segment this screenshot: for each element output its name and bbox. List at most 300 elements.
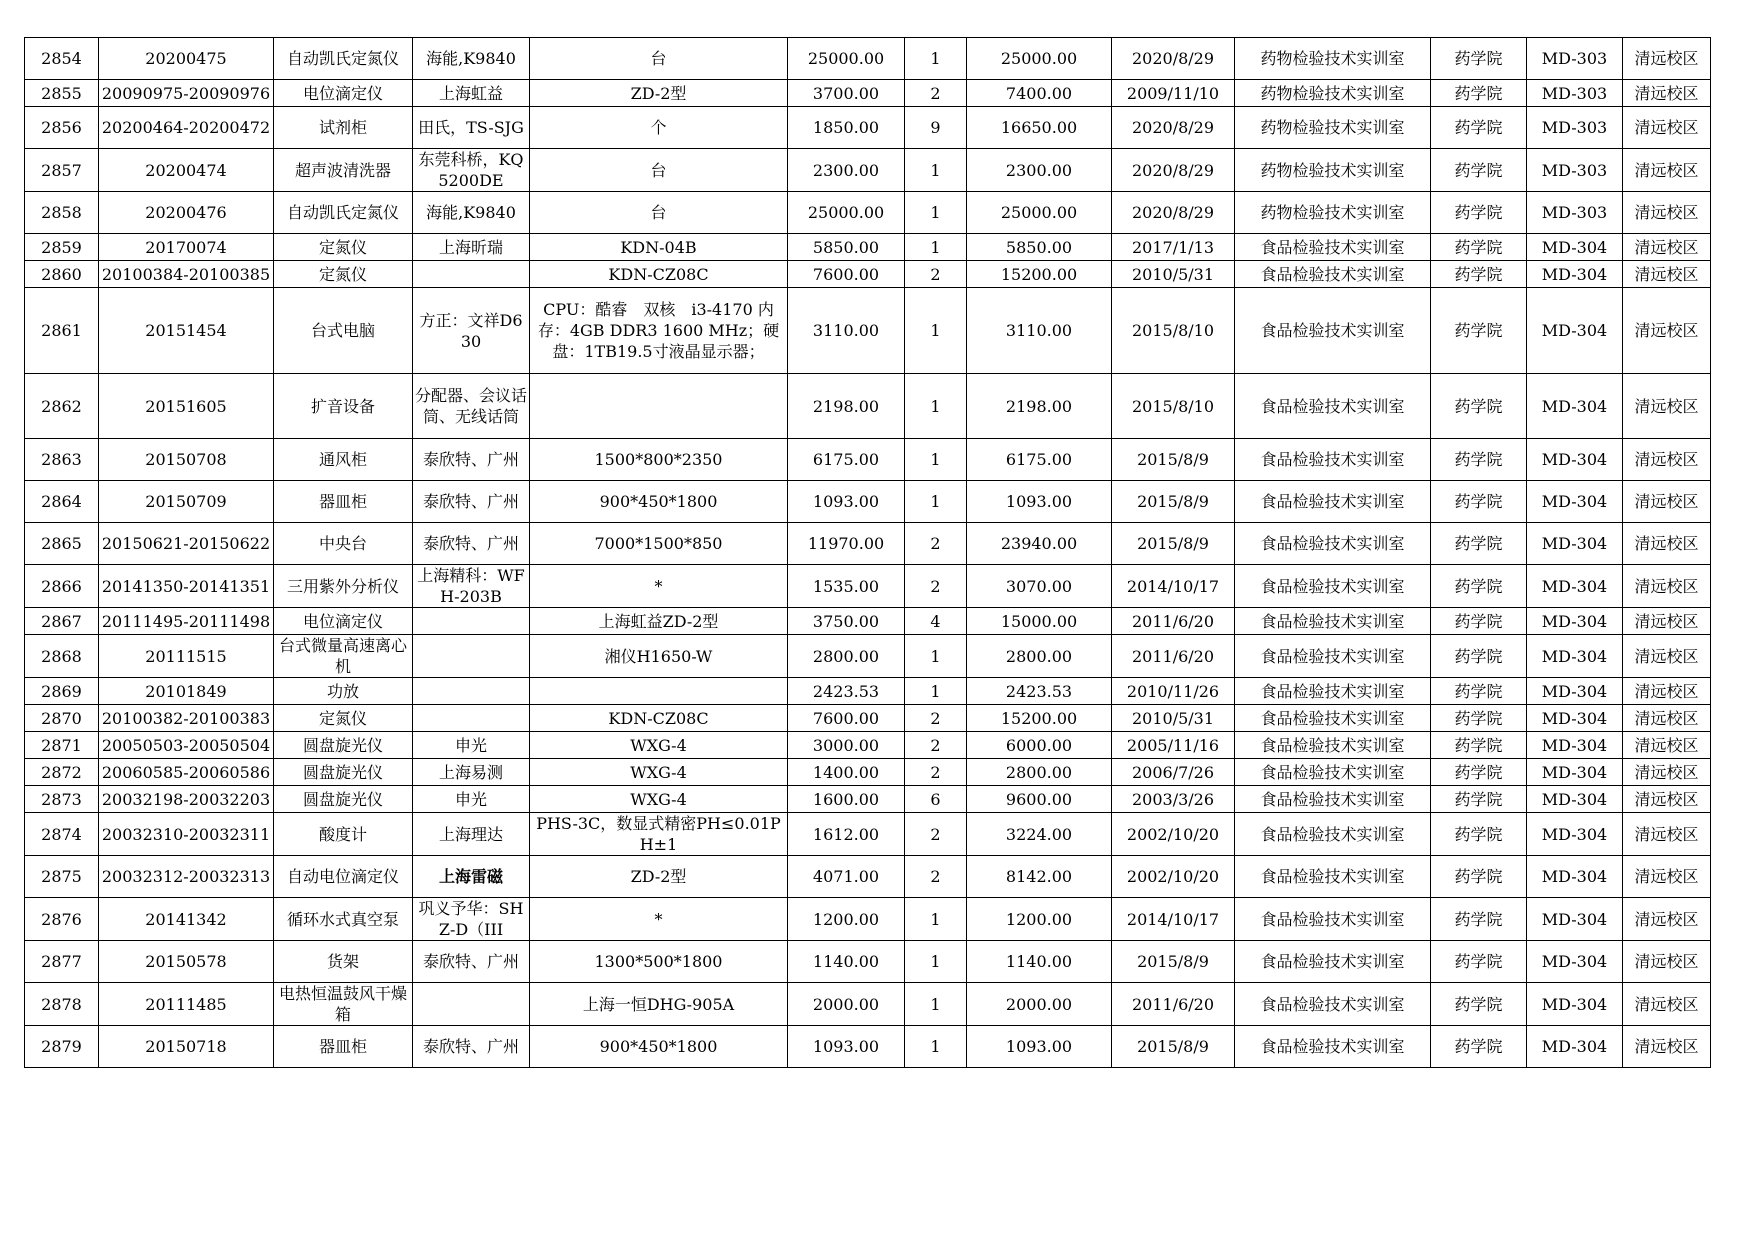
cell-lab: 食品检验技术实训室 — [1235, 523, 1431, 565]
cell-name: 器皿柜 — [274, 1026, 413, 1068]
cell-qty: 1 — [905, 288, 967, 374]
cell-no: 2879 — [25, 1026, 99, 1068]
cell-name: 电热恒温鼓风干燥箱 — [274, 983, 413, 1026]
cell-brand: 分配器、会议话筒、无线话筒 — [413, 374, 530, 439]
cell-model: 个 — [530, 107, 788, 149]
cell-asset: 20090975-20090976 — [99, 80, 274, 107]
cell-room: MD-304 — [1527, 565, 1623, 608]
table-row — [25, 80, 1711, 107]
cell-lab: 药物检验技术实训室 — [1235, 107, 1431, 149]
cell-brand: 泰欣特、广州 — [413, 439, 530, 481]
cell-total: 7400.00 — [967, 80, 1112, 107]
cell-asset: 20032312-20032313 — [99, 856, 274, 898]
cell-total: 1200.00 — [967, 898, 1112, 941]
cell-campus: 清远校区 — [1623, 813, 1711, 856]
cell-model: ZD-2型 — [530, 856, 788, 898]
cell-dept: 药学院 — [1431, 523, 1527, 565]
cell-name: 定氮仪 — [274, 705, 413, 732]
cell-name: 超声波清洗器 — [274, 149, 413, 192]
cell-room: MD-304 — [1527, 481, 1623, 523]
cell-asset: 20200464-20200472 — [99, 107, 274, 149]
cell-room: MD-303 — [1527, 149, 1623, 192]
cell-model: 上海一恒DHG-905A — [530, 983, 788, 1026]
cell-qty: 2 — [905, 80, 967, 107]
cell-dept: 药学院 — [1431, 898, 1527, 941]
cell-qty: 2 — [905, 856, 967, 898]
cell-asset: 20101849 — [99, 678, 274, 705]
cell-room: MD-304 — [1527, 261, 1623, 288]
cell-name: 自动凯氏定氮仪 — [274, 192, 413, 234]
cell-no: 2867 — [25, 608, 99, 635]
cell-room: MD-304 — [1527, 608, 1623, 635]
cell-total: 1093.00 — [967, 1026, 1112, 1068]
cell-date: 2006/7/26 — [1112, 759, 1235, 786]
cell-lab: 食品检验技术实训室 — [1235, 732, 1431, 759]
cell-qty: 1 — [905, 234, 967, 261]
cell-no: 2874 — [25, 813, 99, 856]
cell-date: 2002/10/20 — [1112, 813, 1235, 856]
cell-asset: 20060585-20060586 — [99, 759, 274, 786]
cell-qty: 1 — [905, 1026, 967, 1068]
cell-lab: 食品检验技术实训室 — [1235, 759, 1431, 786]
cell-price: 2198.00 — [788, 374, 905, 439]
cell-lab: 食品检验技术实训室 — [1235, 635, 1431, 678]
cell-dept: 药学院 — [1431, 635, 1527, 678]
cell-campus: 清远校区 — [1623, 856, 1711, 898]
cell-date: 2014/10/17 — [1112, 898, 1235, 941]
cell-asset: 20200474 — [99, 149, 274, 192]
cell-total: 6175.00 — [967, 439, 1112, 481]
cell-brand — [413, 635, 530, 678]
cell-price: 7600.00 — [788, 705, 905, 732]
cell-dept: 药学院 — [1431, 288, 1527, 374]
table-row — [25, 107, 1711, 149]
cell-model: 台 — [530, 192, 788, 234]
cell-model: KDN-04B — [530, 234, 788, 261]
cell-price: 2300.00 — [788, 149, 905, 192]
cell-total: 2198.00 — [967, 374, 1112, 439]
cell-total: 3110.00 — [967, 288, 1112, 374]
cell-total: 2300.00 — [967, 149, 1112, 192]
cell-room: MD-303 — [1527, 192, 1623, 234]
cell-date: 2011/6/20 — [1112, 983, 1235, 1026]
cell-asset: 20141342 — [99, 898, 274, 941]
cell-name: 自动凯氏定氮仪 — [274, 38, 413, 80]
cell-room: MD-304 — [1527, 705, 1623, 732]
cell-lab: 药物检验技术实训室 — [1235, 80, 1431, 107]
cell-price: 1093.00 — [788, 1026, 905, 1068]
cell-lab: 药物检验技术实训室 — [1235, 192, 1431, 234]
table-row — [25, 983, 1711, 1026]
cell-model: WXG-4 — [530, 786, 788, 813]
cell-total: 15200.00 — [967, 705, 1112, 732]
cell-dept: 药学院 — [1431, 759, 1527, 786]
cell-dept: 药学院 — [1431, 813, 1527, 856]
cell-campus: 清远校区 — [1623, 608, 1711, 635]
cell-date: 2015/8/9 — [1112, 481, 1235, 523]
cell-price: 5850.00 — [788, 234, 905, 261]
cell-campus: 清远校区 — [1623, 983, 1711, 1026]
cell-date: 2020/8/29 — [1112, 149, 1235, 192]
cell-brand — [413, 261, 530, 288]
cell-no: 2860 — [25, 261, 99, 288]
cell-campus: 清远校区 — [1623, 941, 1711, 983]
cell-campus: 清远校区 — [1623, 374, 1711, 439]
cell-asset: 20200476 — [99, 192, 274, 234]
cell-asset: 20150709 — [99, 481, 274, 523]
cell-name: 电位滴定仪 — [274, 608, 413, 635]
table-row — [25, 192, 1711, 234]
cell-price: 1850.00 — [788, 107, 905, 149]
cell-campus: 清远校区 — [1623, 705, 1711, 732]
cell-lab: 食品检验技术实训室 — [1235, 374, 1431, 439]
cell-dept: 药学院 — [1431, 38, 1527, 80]
cell-dept: 药学院 — [1431, 374, 1527, 439]
cell-brand: 上海精科：WFH-203B — [413, 565, 530, 608]
cell-model — [530, 678, 788, 705]
cell-date: 2002/10/20 — [1112, 856, 1235, 898]
table-row — [25, 288, 1711, 374]
cell-lab: 食品检验技术实训室 — [1235, 856, 1431, 898]
cell-asset: 20200475 — [99, 38, 274, 80]
cell-qty: 1 — [905, 941, 967, 983]
cell-asset: 20050503-20050504 — [99, 732, 274, 759]
cell-qty: 2 — [905, 813, 967, 856]
table-row — [25, 565, 1711, 608]
cell-campus: 清远校区 — [1623, 38, 1711, 80]
cell-dept: 药学院 — [1431, 261, 1527, 288]
cell-brand: 上海雷磁 — [413, 856, 530, 898]
cell-brand: 巩义予华：SHZ-D（III — [413, 898, 530, 941]
table-row — [25, 898, 1711, 941]
cell-no: 2878 — [25, 983, 99, 1026]
cell-dept: 药学院 — [1431, 786, 1527, 813]
cell-room: MD-303 — [1527, 38, 1623, 80]
cell-brand: 泰欣特、广州 — [413, 481, 530, 523]
cell-qty: 1 — [905, 983, 967, 1026]
cell-name: 中央台 — [274, 523, 413, 565]
table-row — [25, 439, 1711, 481]
cell-brand: 海能,K9840 — [413, 192, 530, 234]
cell-price: 3700.00 — [788, 80, 905, 107]
cell-date: 2003/3/26 — [1112, 786, 1235, 813]
cell-total: 3224.00 — [967, 813, 1112, 856]
cell-total: 8142.00 — [967, 856, 1112, 898]
cell-dept: 药学院 — [1431, 149, 1527, 192]
cell-qty: 1 — [905, 192, 967, 234]
cell-brand: 申光 — [413, 786, 530, 813]
cell-campus: 清远校区 — [1623, 898, 1711, 941]
cell-price: 7600.00 — [788, 261, 905, 288]
cell-price: 4071.00 — [788, 856, 905, 898]
cell-name: 台式微量高速离心机 — [274, 635, 413, 678]
cell-name: 扩音设备 — [274, 374, 413, 439]
cell-date: 2017/1/13 — [1112, 234, 1235, 261]
cell-total: 2000.00 — [967, 983, 1112, 1026]
cell-model: CPU：酷睿 双核 i3-4170 内存：4GB DDR3 1600 MHz；硬盘：1TB19.5寸液晶显示器； — [530, 288, 788, 374]
cell-model: 1500*800*2350 — [530, 439, 788, 481]
cell-asset: 20111495-20111498 — [99, 608, 274, 635]
cell-brand: 泰欣特、广州 — [413, 1026, 530, 1068]
cell-no: 2859 — [25, 234, 99, 261]
cell-dept: 药学院 — [1431, 234, 1527, 261]
cell-model: 台 — [530, 38, 788, 80]
cell-qty: 1 — [905, 898, 967, 941]
cell-model: 7000*1500*850 — [530, 523, 788, 565]
cell-date: 2015/8/9 — [1112, 1026, 1235, 1068]
cell-date: 2014/10/17 — [1112, 565, 1235, 608]
cell-no: 2870 — [25, 705, 99, 732]
cell-name: 器皿柜 — [274, 481, 413, 523]
cell-model: KDN-CZ08C — [530, 261, 788, 288]
cell-qty: 1 — [905, 374, 967, 439]
cell-price: 3000.00 — [788, 732, 905, 759]
cell-no: 2858 — [25, 192, 99, 234]
cell-lab: 食品检验技术实训室 — [1235, 813, 1431, 856]
cell-dept: 药学院 — [1431, 856, 1527, 898]
table-row — [25, 856, 1711, 898]
cell-dept: 药学院 — [1431, 732, 1527, 759]
cell-campus: 清远校区 — [1623, 1026, 1711, 1068]
cell-asset: 20100382-20100383 — [99, 705, 274, 732]
cell-brand: 上海昕瑞 — [413, 234, 530, 261]
cell-asset: 20170074 — [99, 234, 274, 261]
cell-no: 2876 — [25, 898, 99, 941]
cell-price: 11970.00 — [788, 523, 905, 565]
cell-price: 1400.00 — [788, 759, 905, 786]
cell-date: 2015/8/10 — [1112, 288, 1235, 374]
cell-room: MD-304 — [1527, 635, 1623, 678]
cell-no: 2877 — [25, 941, 99, 983]
cell-qty: 2 — [905, 261, 967, 288]
cell-total: 23940.00 — [967, 523, 1112, 565]
equipment-table — [24, 37, 1711, 1068]
cell-date: 2015/8/9 — [1112, 941, 1235, 983]
cell-date: 2011/6/20 — [1112, 635, 1235, 678]
cell-lab: 药物检验技术实训室 — [1235, 38, 1431, 80]
table-row — [25, 38, 1711, 80]
cell-room: MD-304 — [1527, 759, 1623, 786]
cell-no: 2854 — [25, 38, 99, 80]
cell-price: 1535.00 — [788, 565, 905, 608]
cell-price: 25000.00 — [788, 38, 905, 80]
cell-room: MD-304 — [1527, 983, 1623, 1026]
cell-asset: 20032198-20032203 — [99, 786, 274, 813]
cell-no: 2872 — [25, 759, 99, 786]
cell-date: 2010/11/26 — [1112, 678, 1235, 705]
table-row — [25, 481, 1711, 523]
table-row — [25, 786, 1711, 813]
table-row — [25, 608, 1711, 635]
cell-room: MD-304 — [1527, 732, 1623, 759]
cell-no: 2856 — [25, 107, 99, 149]
cell-lab: 食品检验技术实训室 — [1235, 941, 1431, 983]
cell-lab: 食品检验技术实训室 — [1235, 705, 1431, 732]
cell-room: MD-304 — [1527, 856, 1623, 898]
cell-model: * — [530, 565, 788, 608]
table-row — [25, 234, 1711, 261]
cell-campus: 清远校区 — [1623, 678, 1711, 705]
cell-name: 酸度计 — [274, 813, 413, 856]
cell-price: 25000.00 — [788, 192, 905, 234]
cell-asset: 20151605 — [99, 374, 274, 439]
cell-no: 2869 — [25, 678, 99, 705]
cell-brand: 申光 — [413, 732, 530, 759]
cell-lab: 食品检验技术实训室 — [1235, 786, 1431, 813]
cell-dept: 药学院 — [1431, 481, 1527, 523]
cell-lab: 食品检验技术实训室 — [1235, 234, 1431, 261]
cell-room: MD-304 — [1527, 813, 1623, 856]
cell-qty: 1 — [905, 481, 967, 523]
table-row — [25, 261, 1711, 288]
cell-qty: 2 — [905, 523, 967, 565]
table-row — [25, 732, 1711, 759]
cell-lab: 食品检验技术实训室 — [1235, 608, 1431, 635]
cell-total: 2800.00 — [967, 635, 1112, 678]
cell-brand: 泰欣特、广州 — [413, 523, 530, 565]
cell-date: 2020/8/29 — [1112, 38, 1235, 80]
cell-campus: 清远校区 — [1623, 439, 1711, 481]
cell-lab: 食品检验技术实训室 — [1235, 983, 1431, 1026]
cell-room: MD-304 — [1527, 374, 1623, 439]
cell-asset: 20100384-20100385 — [99, 261, 274, 288]
table-row — [25, 813, 1711, 856]
cell-date: 2010/5/31 — [1112, 705, 1235, 732]
cell-dept: 药学院 — [1431, 80, 1527, 107]
cell-campus: 清远校区 — [1623, 288, 1711, 374]
cell-campus: 清远校区 — [1623, 565, 1711, 608]
cell-brand: 东莞科桥，KQ5200DE — [413, 149, 530, 192]
cell-qty: 1 — [905, 678, 967, 705]
cell-brand: 上海易测 — [413, 759, 530, 786]
cell-brand: 方正：文祥D630 — [413, 288, 530, 374]
cell-name: 圆盘旋光仪 — [274, 759, 413, 786]
cell-qty: 2 — [905, 732, 967, 759]
cell-model: KDN-CZ08C — [530, 705, 788, 732]
cell-model: PHS-3C，数显式精密PH≤0.01PH±1 — [530, 813, 788, 856]
cell-room: MD-304 — [1527, 234, 1623, 261]
cell-price: 6175.00 — [788, 439, 905, 481]
cell-brand: 上海虹益 — [413, 80, 530, 107]
cell-model: * — [530, 898, 788, 941]
cell-lab: 食品检验技术实训室 — [1235, 261, 1431, 288]
cell-lab: 药物检验技术实训室 — [1235, 149, 1431, 192]
cell-total: 9600.00 — [967, 786, 1112, 813]
cell-price: 1140.00 — [788, 941, 905, 983]
table-row — [25, 1026, 1711, 1068]
cell-total: 15200.00 — [967, 261, 1112, 288]
cell-no: 2871 — [25, 732, 99, 759]
cell-asset: 20150708 — [99, 439, 274, 481]
cell-name: 功放 — [274, 678, 413, 705]
cell-qty: 6 — [905, 786, 967, 813]
cell-room: MD-304 — [1527, 523, 1623, 565]
cell-campus: 清远校区 — [1623, 107, 1711, 149]
cell-room: MD-304 — [1527, 898, 1623, 941]
cell-campus: 清远校区 — [1623, 481, 1711, 523]
cell-asset: 20150578 — [99, 941, 274, 983]
cell-no: 2863 — [25, 439, 99, 481]
cell-name: 台式电脑 — [274, 288, 413, 374]
cell-brand: 海能,K9840 — [413, 38, 530, 80]
cell-campus: 清远校区 — [1623, 523, 1711, 565]
cell-model: 900*450*1800 — [530, 481, 788, 523]
table-row — [25, 678, 1711, 705]
cell-qty: 1 — [905, 149, 967, 192]
cell-campus: 清远校区 — [1623, 149, 1711, 192]
cell-dept: 药学院 — [1431, 678, 1527, 705]
cell-room: MD-304 — [1527, 1026, 1623, 1068]
cell-date: 2015/8/10 — [1112, 374, 1235, 439]
cell-model: ZD-2型 — [530, 80, 788, 107]
cell-dept: 药学院 — [1431, 107, 1527, 149]
cell-total: 3070.00 — [967, 565, 1112, 608]
cell-no: 2873 — [25, 786, 99, 813]
cell-price: 1600.00 — [788, 786, 905, 813]
cell-qty: 2 — [905, 759, 967, 786]
cell-room: MD-303 — [1527, 107, 1623, 149]
cell-model: 900*450*1800 — [530, 1026, 788, 1068]
cell-model — [530, 374, 788, 439]
cell-asset: 20150621-20150622 — [99, 523, 274, 565]
cell-name: 定氮仪 — [274, 234, 413, 261]
cell-total: 25000.00 — [967, 38, 1112, 80]
cell-campus: 清远校区 — [1623, 234, 1711, 261]
table-row — [25, 635, 1711, 678]
cell-campus: 清远校区 — [1623, 732, 1711, 759]
cell-date: 2011/6/20 — [1112, 608, 1235, 635]
cell-brand — [413, 705, 530, 732]
cell-model: 上海虹益ZD-2型 — [530, 608, 788, 635]
cell-model: 1300*500*1800 — [530, 941, 788, 983]
cell-no: 2862 — [25, 374, 99, 439]
cell-room: MD-304 — [1527, 786, 1623, 813]
cell-campus: 清远校区 — [1623, 80, 1711, 107]
cell-lab: 食品检验技术实训室 — [1235, 678, 1431, 705]
cell-total: 25000.00 — [967, 192, 1112, 234]
cell-price: 3750.00 — [788, 608, 905, 635]
cell-qty: 1 — [905, 439, 967, 481]
cell-qty: 9 — [905, 107, 967, 149]
cell-room: MD-304 — [1527, 439, 1623, 481]
cell-lab: 食品检验技术实训室 — [1235, 439, 1431, 481]
cell-model: WXG-4 — [530, 759, 788, 786]
cell-date: 2010/5/31 — [1112, 261, 1235, 288]
cell-campus: 清远校区 — [1623, 635, 1711, 678]
cell-name: 自动电位滴定仪 — [274, 856, 413, 898]
cell-dept: 药学院 — [1431, 439, 1527, 481]
cell-date: 2009/11/10 — [1112, 80, 1235, 107]
cell-name: 通风柜 — [274, 439, 413, 481]
cell-brand — [413, 608, 530, 635]
cell-lab: 食品检验技术实训室 — [1235, 898, 1431, 941]
cell-room: MD-304 — [1527, 288, 1623, 374]
cell-room: MD-304 — [1527, 941, 1623, 983]
cell-qty: 2 — [905, 705, 967, 732]
cell-dept: 药学院 — [1431, 983, 1527, 1026]
cell-qty: 2 — [905, 565, 967, 608]
cell-total: 1140.00 — [967, 941, 1112, 983]
cell-lab: 食品检验技术实训室 — [1235, 288, 1431, 374]
cell-name: 循环水式真空泵 — [274, 898, 413, 941]
table-row — [25, 941, 1711, 983]
cell-price: 1093.00 — [788, 481, 905, 523]
cell-total: 5850.00 — [967, 234, 1112, 261]
cell-asset: 20150718 — [99, 1026, 274, 1068]
cell-no: 2861 — [25, 288, 99, 374]
cell-total: 16650.00 — [967, 107, 1112, 149]
cell-qty: 1 — [905, 635, 967, 678]
